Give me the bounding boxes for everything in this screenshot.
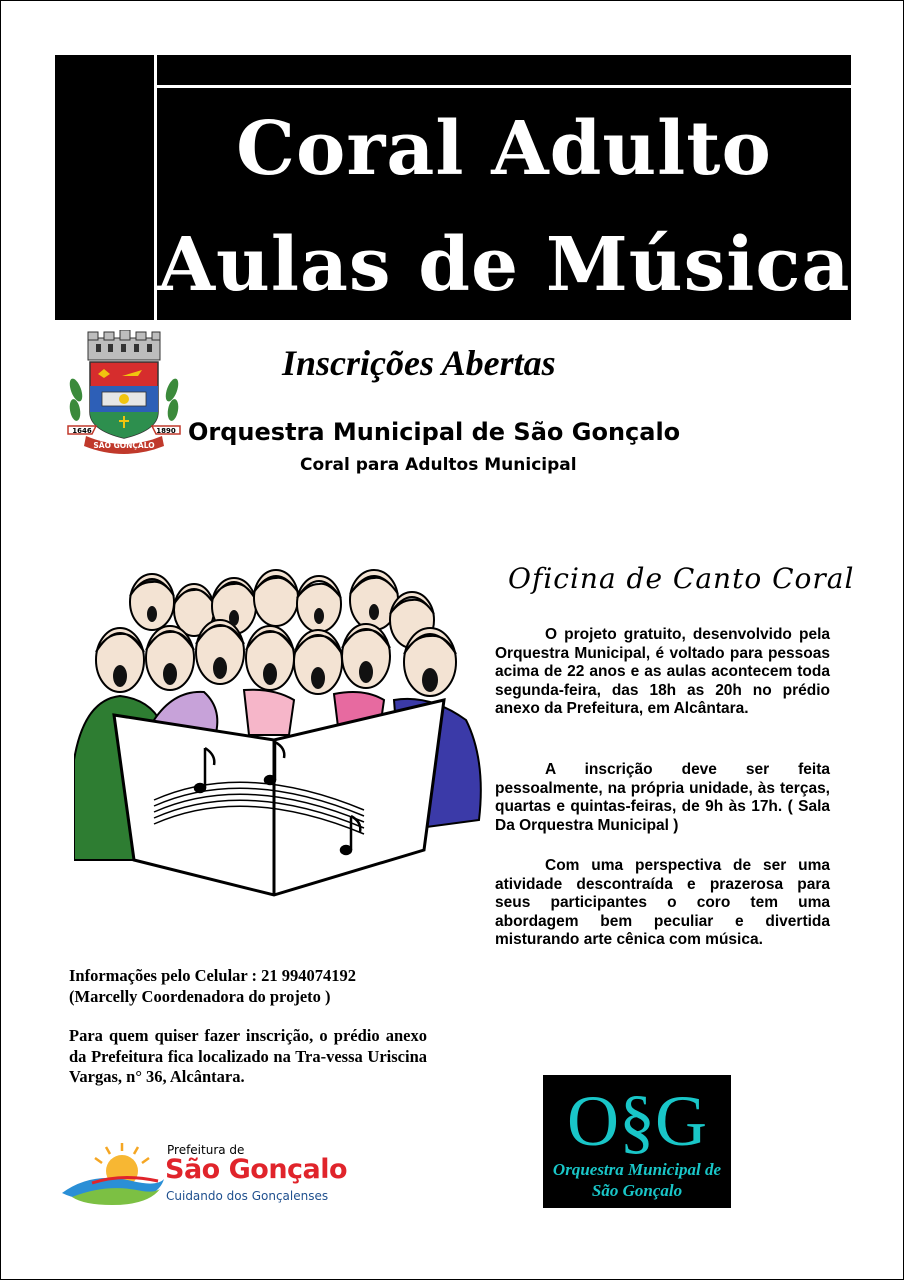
- coat-year-left: 1646: [72, 427, 92, 435]
- organization-name: Orquestra Municipal de São Gonçalo: [188, 418, 681, 446]
- coat-of-arms-icon: [66, 330, 182, 456]
- osg-monogram: O§G: [567, 1081, 707, 1161]
- banner-divider-horizontal: [157, 85, 851, 88]
- title-banner: [55, 55, 851, 320]
- banner-title-line-2: Aulas de Música: [157, 222, 851, 308]
- prefeitura-tagline: Cuidando dos Gonçalenses: [166, 1189, 329, 1203]
- coat-ribbon-text: SÃO GONÇALO: [93, 441, 155, 450]
- osg-name-line-1: Orquestra Municipal de: [552, 1160, 722, 1179]
- workshop-title: Oficina de Canto Coral: [508, 562, 855, 595]
- singing-choir-illustration: [74, 560, 486, 905]
- prefeitura-city-name: São Gonçalo: [165, 1154, 348, 1185]
- organization-subtitle: Coral para Adultos Municipal: [300, 455, 577, 475]
- workshop-paragraph-3: Com uma perspectiva de ser uma atividade descontraída e prazerosa para seus participantes o coro tem uma abordagem bem peculiar e divertida misturando arte cênica com música.: [495, 857, 830, 949]
- workshop-paragraph-1: O projeto gratuito, desenvolvido pela Orquestra Municipal, é voltado para pessoas acima de 22 anos e as aulas acontecem toda segunda-feira, das 18h as 20h no prédio anexo da Prefeitura, em Alcântara.: [495, 626, 830, 718]
- registration-heading: Inscrições Abertas: [282, 343, 556, 383]
- banner-title-line-1: Coral Adulto: [236, 106, 772, 192]
- address-info: Para quem quiser fazer inscrição, o prédio anexo da Prefeitura fica localizado na Tra-vessa Uriscina Vargas, n° 36, Alcântara.: [69, 1026, 427, 1086]
- prefeitura-label: Prefeitura de: [167, 1143, 245, 1157]
- workshop-paragraph-2: A inscrição deve ser feita pessoalmente, na própria unidade, às terças, quartas e quintas-feiras, de 9h às 17h. ( Sala Da Orquestra Municipal ): [495, 761, 830, 834]
- osg-name-line-2: São Gonçalo: [591, 1181, 683, 1200]
- contact-phone: Informações pelo Celular : 21 994074192: [69, 966, 357, 985]
- coat-year-right: 1890: [156, 427, 176, 435]
- osg-orchestra-logo: [543, 1075, 731, 1208]
- coordinator-note: (Marcelly Coordenadora do projeto ): [69, 987, 331, 1006]
- banner-title: [157, 91, 851, 320]
